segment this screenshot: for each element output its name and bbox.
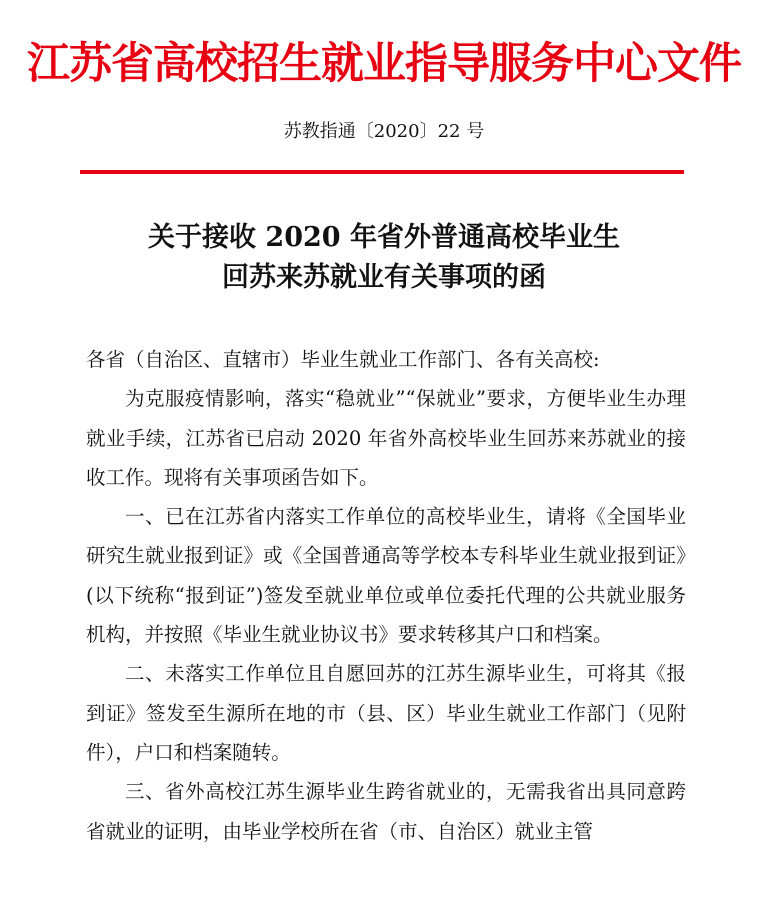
document-body <box>86 340 686 851</box>
body-paragraph-item-1: 一、已在江苏省内落实工作单位的高校毕业生，请将《全国毕业研究生就业报到证》或《全国普通高等学校本专科毕业生就业报到证》(以下统称“报到证”)签发至就业单位或单位委托代理的公共就业服务机构，并按照《毕业生就业协议书》要求转移其户口和档案。 <box>86 505 686 647</box>
document-title-line-1: 关于接收 2020 年省外普通高校毕业生 <box>148 222 620 253</box>
red-divider-line <box>80 170 684 174</box>
document-number: 苏教指通〔2020〕22 号 <box>283 121 485 142</box>
issuer-header-title: 江苏省高校招生就业指导服务中心文件 <box>27 39 741 89</box>
document-title-line-2: 回苏来苏就业有关事项的函 <box>222 262 546 293</box>
body-paragraph-item-3: 三、省外高校江苏生源毕业生跨省就业的，无需我省出具同意跨省就业的证明，由毕业学校所在省（市、自治区）就业主管 <box>86 780 686 843</box>
salutation: 各省（自治区、直辖市）毕业生就业工作部门、各有关高校: <box>86 348 600 371</box>
body-paragraph-intro: 为克服疫情影响，落实“稳就业”“保就业”要求，方便毕业生办理就业手续，江苏省已启动 2020 年省外高校毕业生回苏来苏就业的接收工作。现将有关事项函告如下。 <box>86 387 686 489</box>
body-paragraph-item-2: 二、未落实工作单位且自愿回苏的江苏生源毕业生，可将其《报到证》签发至生源所在地的市（县、区）毕业生就业工作部门（见附件），户口和档案随转。 <box>86 662 686 764</box>
